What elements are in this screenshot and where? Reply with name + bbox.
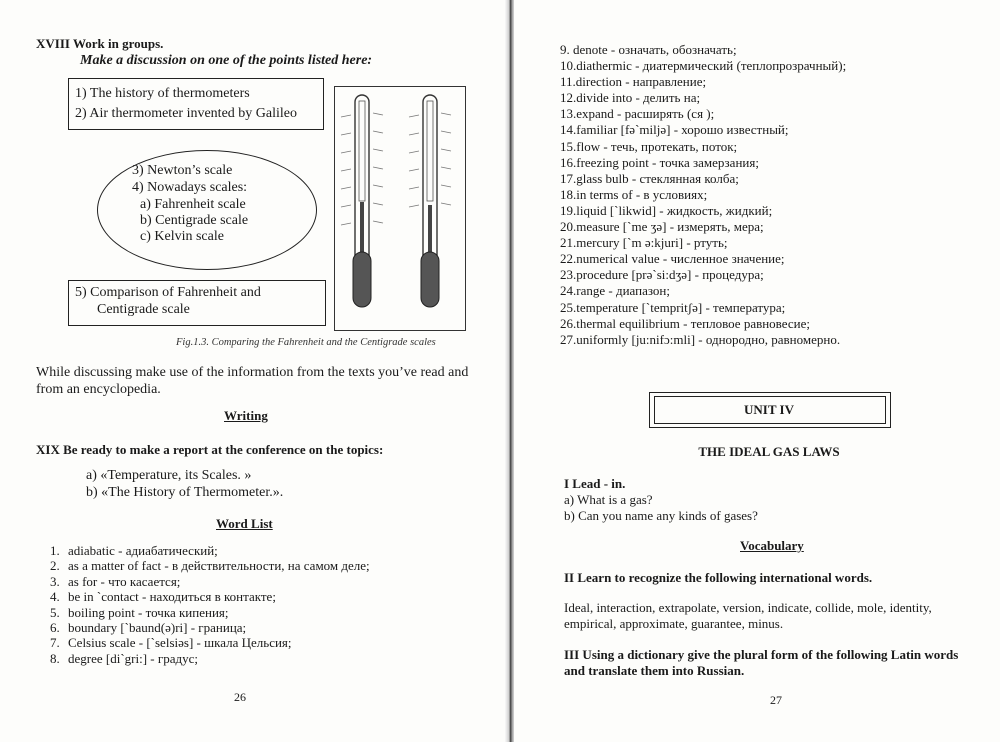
word-list-entry: boiling point - точка кипения; [68,604,229,620]
figure-caption: Fig.1.3. Comparing the Fahrenheit and the Centigrade scales [176,337,436,348]
task-ii: II Learn to recognize the following international words. [564,570,873,585]
word-list-number: 7. [50,635,60,651]
word-list-item: 13.expand - расширять (ся ); [560,106,715,122]
word-list-item: 15.flow - течь, протекать, поток; [560,138,738,154]
word-list-item: 10.diathermic - диатермический (теплопрозрачный); [560,58,847,74]
unit-label: UNIT IV [744,402,794,417]
page-number-left: 26 [234,690,246,704]
word-list-item [50,574,370,589]
thermometer-figure [334,86,466,331]
word-list-item: 26.thermal equilibrium - тепловое равновесие; [560,315,810,331]
topic-item-1: 1) The history of thermometers [75,86,250,101]
word-list-item: 25.temperature [`tempritʃə] - температура; [560,299,786,315]
word-list-number: 6. [50,620,60,636]
topic-box-1-2 [68,78,324,130]
task-iii-line1: III Using a dictionary give the plural form of the following Latin words [564,647,959,662]
right-page [514,0,1000,742]
word-list-number: 5. [50,604,60,620]
word-list-item: 18.in terms of - в условиях; [560,186,708,202]
topic-box-5 [68,280,326,326]
topic-b: b) «The History of Thermometer.». [86,485,284,500]
word-list-item: 20.measure [`me ʒə] - измерять, мера; [560,219,764,235]
topic-item-2: 2) Air thermometer invented by Galileo [75,106,297,121]
topic-item-3: 3) Newton’s scale [132,163,233,178]
international-words-line2: empirical, approximate, guarantee, minus. [564,616,784,631]
word-list-entry: degree [di`gri:] - градус; [68,650,198,666]
word-list-item [50,651,370,666]
word-list-item [50,558,370,573]
word-list-item [50,635,370,650]
task-iii-line2: and translate them into Russian. [564,663,745,678]
topic-item-4a: a) Fahrenheit scale [140,197,246,212]
word-list-item [50,589,370,604]
topic-item-4b: b) Centigrade scale [140,213,249,228]
discussion-note-line1: While discussing make use of the information from the texts you’ve read and [36,365,469,380]
lead-in-question-b: b) Can you name any kinds of gases? [564,508,758,523]
centigrade-thermometer [409,95,451,307]
word-list-entry: adiabatic - адиабатический; [68,543,218,558]
word-list-number: 2. [50,558,60,574]
word-list-item: 11.direction - направление; [560,74,707,90]
topic-item-5-line2: Centigrade scale [97,302,190,317]
task-xix: XIX Be ready to make a report at the conference on the topics: [36,442,384,457]
word-list-item: 22.numerical value - численное значение; [560,251,785,267]
unit-title: THE IDEAL GAS LAWS [698,444,840,459]
word-list-entry: as for - что касается; [68,573,181,589]
topic-item-5-line1: 5) Comparison of Fahrenheit and [75,285,261,300]
word-list-entry: boundary [`baund(ə)ri] - граница; [68,620,247,636]
word-list-heading: Word List [216,516,273,531]
topic-a: a) «Temperature, its Scales. » [86,468,252,483]
word-list-entry: be in `contact - находиться в контакте; [68,589,276,605]
word-list-right [560,42,846,348]
word-list-item: 19.liquid [`likwid] - жидкость, жидкий; [560,202,773,218]
lead-in-heading: I Lead - in. [564,476,626,491]
word-list-number: 4. [50,589,60,605]
topic-item-4: 4) Nowadays scales: [132,180,248,195]
word-list-item: 24.range - диапазон; [560,283,670,299]
word-list-item: 16.freezing point - точка замерзания; [560,154,759,170]
lead-in-question-a: a) What is a gas? [564,492,653,507]
fahrenheit-thermometer [341,95,383,307]
page-number-right: 27 [770,693,782,707]
word-list-item: 21.mercury [`m ə:kjuri] - ртуть; [560,235,728,251]
word-list-item [50,620,370,635]
word-list-number: 1. [50,543,60,558]
word-list-item: 23.procedure [prə`si:dʒə] - процедура; [560,267,764,283]
word-list-item: 17.glass bulb - стеклянная колба; [560,170,739,186]
writing-heading: Writing [224,408,268,423]
section-xviii-title: XVIII Work in groups. [36,36,164,51]
word-list-number: 8. [50,650,60,666]
word-list-item: 9. denote - означать, обозначать; [560,42,737,57]
discussion-note-line2: from an encyclopedia. [36,382,161,397]
topic-item-4c: c) Kelvin scale [140,229,224,244]
word-list-item [50,605,370,620]
word-list-item: 12.divide into - делить на; [560,90,701,106]
word-list-entry: Celsius scale - [`selsiəs] - шкала Цельсия; [68,635,292,651]
section-xviii-subtitle: Make a discussion on one of the points listed here: [80,53,373,68]
word-list-item [50,543,370,558]
thermometers-illustration [335,87,465,330]
word-list-left [50,543,370,666]
word-list-number: 3. [50,573,60,589]
word-list-item: 27.uniformly [ju:nifɔ:mli] - однородно, равномерно. [560,331,841,347]
international-words-line1: Ideal, interaction, extrapolate, version, indicate, collide, mole, identity, [564,600,932,615]
word-list-item: 14.familiar [fə`miljə] - хорошо известный; [560,122,789,138]
vocabulary-heading: Vocabulary [740,538,804,553]
word-list-entry: as a matter of fact - в действительности, на самом деле; [68,558,370,574]
